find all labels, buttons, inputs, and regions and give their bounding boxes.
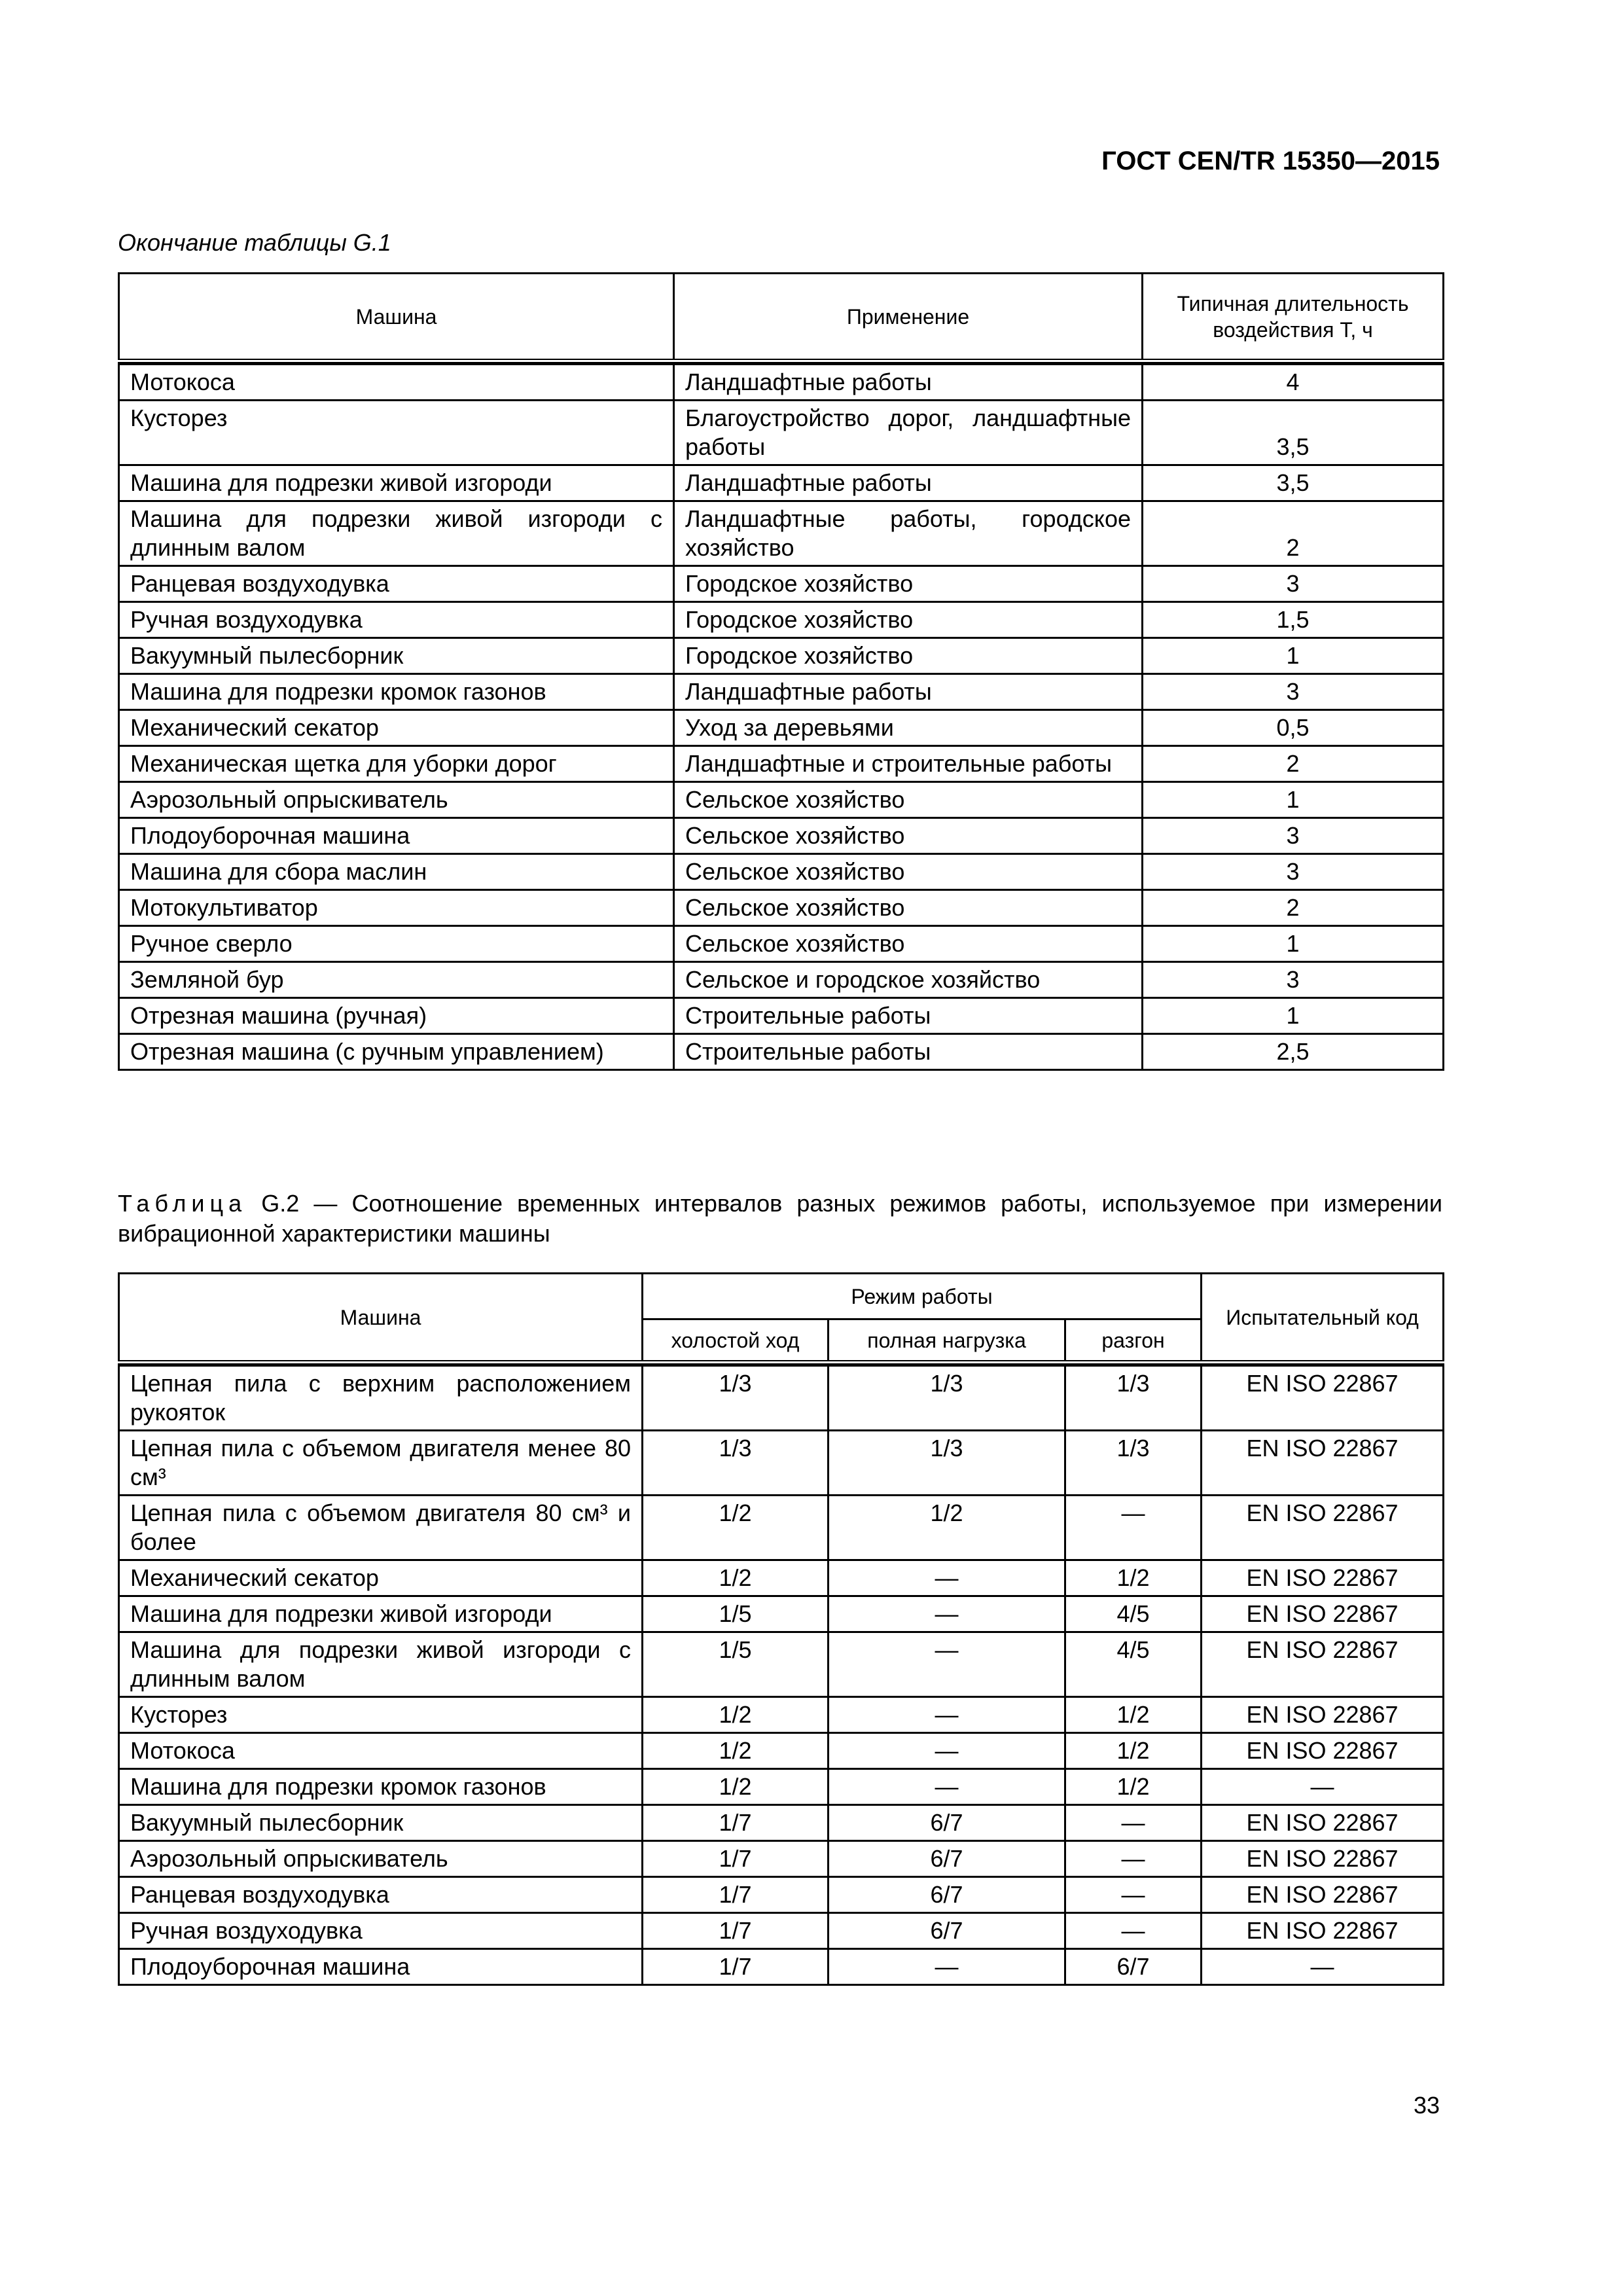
full-load-cell: 6/7 [829, 1805, 1065, 1841]
test-code-cell: EN ISO 22867 [1202, 1431, 1444, 1496]
acceleration-cell: 1/3 [1065, 1366, 1202, 1431]
full-load-cell: 1/3 [829, 1431, 1065, 1496]
idle-cell: 1/3 [643, 1366, 829, 1431]
table-row [119, 638, 1444, 674]
test-code-cell: EN ISO 22867 [1202, 1913, 1444, 1949]
table-row [119, 1560, 1444, 1596]
table-row [119, 1877, 1444, 1913]
machine-cell: Машина для подрезки живой изгороди [119, 465, 674, 501]
full-load-cell: — [829, 1949, 1065, 1985]
machine-cell: Отрезная машина (с ручным управлением) [119, 1034, 674, 1070]
table-row [119, 1913, 1444, 1949]
machine-cell: Ранцевая воздуходувка [119, 1877, 643, 1913]
table-row [119, 1949, 1444, 1985]
idle-cell: 1/7 [643, 1805, 829, 1841]
machine-cell: Вакуумный пылесборник [119, 638, 674, 674]
test-code-cell: EN ISO 22867 [1202, 1560, 1444, 1596]
test-code-cell: EN ISO 22867 [1202, 1496, 1444, 1560]
duration-cell: 1 [1143, 998, 1444, 1034]
col-header-duration: Типичная длительность воздействия T, ч [1143, 274, 1444, 361]
table-row [119, 926, 1444, 962]
test-code-cell: EN ISO 22867 [1202, 1632, 1444, 1697]
machine-cell: Машина для подрезки живой изгороди [119, 1596, 643, 1632]
application-cell: Ландшафтные работы [674, 674, 1143, 710]
machine-cell: Цепная пила с верхним расположением рукояток [119, 1366, 643, 1431]
duration-cell: 3 [1143, 674, 1444, 710]
duration-cell: 3 [1143, 566, 1444, 602]
duration-cell: 2 [1143, 890, 1444, 926]
machine-cell: Мотокоса [119, 1733, 643, 1769]
col-header-machine: Машина [119, 274, 674, 361]
machine-cell: Механическая щетка для уборки дорог [119, 746, 674, 782]
table-row [119, 1805, 1444, 1841]
col-header-application: Применение [674, 274, 1143, 361]
test-code-cell: EN ISO 22867 [1202, 1596, 1444, 1632]
application-cell: Ландшафтные работы [674, 365, 1143, 401]
machine-cell: Ранцевая воздуходувка [119, 566, 674, 602]
machine-cell: Земляной бур [119, 962, 674, 998]
table-row [119, 365, 1444, 401]
duration-cell: 4 [1143, 365, 1444, 401]
table1-body [119, 361, 1444, 1070]
table-row [119, 1496, 1444, 1560]
machine-cell: Ручная воздуходувка [119, 602, 674, 638]
duration-cell: 2,5 [1143, 1034, 1444, 1070]
table-row [119, 746, 1444, 782]
machine-cell: Механический секатор [119, 710, 674, 746]
machine-cell: Плодоуборочная машина [119, 818, 674, 854]
acceleration-cell: 1/2 [1065, 1733, 1202, 1769]
table-row [119, 465, 1444, 501]
test-code-cell: EN ISO 22867 [1202, 1733, 1444, 1769]
acceleration-cell: 1/2 [1065, 1697, 1202, 1733]
machine-cell: Машина для подрезки живой изгороди с длинным валом [119, 1632, 643, 1697]
full-load-cell: — [829, 1769, 1065, 1805]
table2-caption [118, 1189, 1442, 1249]
acceleration-cell: 4/5 [1065, 1596, 1202, 1632]
idle-cell: 1/7 [643, 1841, 829, 1877]
idle-cell: 1/5 [643, 1632, 829, 1697]
table1-caption: Окончание таблицы G.1 [118, 229, 391, 256]
test-code-cell: — [1202, 1949, 1444, 1985]
application-cell: Сельское хозяйство [674, 890, 1143, 926]
machine-cell: Машина для сбора маслин [119, 854, 674, 890]
acceleration-cell: — [1065, 1805, 1202, 1841]
machine-cell: Аэрозольный опрыскиватель [119, 782, 674, 818]
full-load-cell: — [829, 1733, 1065, 1769]
table-row [119, 962, 1444, 998]
duration-cell: 1,5 [1143, 602, 1444, 638]
table-g2 [118, 1272, 1444, 1986]
application-cell: Строительные работы [674, 1034, 1143, 1070]
machine-cell: Плодоуборочная машина [119, 1949, 643, 1985]
test-code-cell: EN ISO 22867 [1202, 1841, 1444, 1877]
test-code-cell: EN ISO 22867 [1202, 1366, 1444, 1431]
duration-cell: 3 [1143, 854, 1444, 890]
duration-cell: 1 [1143, 926, 1444, 962]
application-cell: Уход за деревьями [674, 710, 1143, 746]
acceleration-cell: — [1065, 1496, 1202, 1560]
application-cell: Ландшафтные работы [674, 465, 1143, 501]
col-header-acceleration: разгон [1065, 1319, 1202, 1363]
full-load-cell: 6/7 [829, 1913, 1065, 1949]
test-code-cell: EN ISO 22867 [1202, 1697, 1444, 1733]
table2-caption-label: Таблица [118, 1190, 247, 1217]
table-row [119, 890, 1444, 926]
table2-caption-text: G.2 — Соотношение временных интервалов разных режимов работы, используемое при измерении вибрационной характеристики машины [118, 1190, 1442, 1247]
application-cell: Сельское хозяйство [674, 818, 1143, 854]
table-row [119, 1841, 1444, 1877]
machine-cell: Кусторез [119, 1697, 643, 1733]
idle-cell: 1/7 [643, 1949, 829, 1985]
page-number: 33 [1413, 2092, 1440, 2119]
full-load-cell: 1/2 [829, 1496, 1065, 1560]
table-g1 [118, 272, 1444, 1071]
acceleration-cell: — [1065, 1913, 1202, 1949]
duration-cell: 2 [1143, 746, 1444, 782]
machine-cell: Машина для подрезки кромок газонов [119, 674, 674, 710]
idle-cell: 1/2 [643, 1697, 829, 1733]
machine-cell: Мотокоса [119, 365, 674, 401]
acceleration-cell: 1/3 [1065, 1431, 1202, 1496]
table-row [119, 602, 1444, 638]
table-row [119, 1733, 1444, 1769]
machine-cell: Ручное сверло [119, 926, 674, 962]
acceleration-cell: — [1065, 1877, 1202, 1913]
table-row [119, 998, 1444, 1034]
duration-cell: 3 [1143, 962, 1444, 998]
application-cell: Благоустройство дорог, ландшафтные работы [674, 401, 1143, 465]
application-cell: Ландшафтные и строительные работы [674, 746, 1143, 782]
machine-cell: Аэрозольный опрыскиватель [119, 1841, 643, 1877]
table-row [119, 1034, 1444, 1070]
idle-cell: 1/2 [643, 1560, 829, 1596]
duration-cell: 2 [1143, 501, 1444, 566]
table-row [119, 1632, 1444, 1697]
machine-cell: Механический секатор [119, 1560, 643, 1596]
application-cell: Городское хозяйство [674, 602, 1143, 638]
acceleration-cell: — [1065, 1841, 1202, 1877]
table-row [119, 1697, 1444, 1733]
duration-cell: 1 [1143, 782, 1444, 818]
acceleration-cell: 1/2 [1065, 1560, 1202, 1596]
full-load-cell: 1/3 [829, 1366, 1065, 1431]
test-code-cell: EN ISO 22867 [1202, 1805, 1444, 1841]
table-row [119, 1366, 1444, 1431]
acceleration-cell: 4/5 [1065, 1632, 1202, 1697]
test-code-cell: — [1202, 1769, 1444, 1805]
idle-cell: 1/2 [643, 1496, 829, 1560]
duration-cell: 3 [1143, 818, 1444, 854]
machine-cell: Цепная пила с объемом двигателя менее 80 см³ [119, 1431, 643, 1496]
table-row [119, 1769, 1444, 1805]
full-load-cell: — [829, 1560, 1065, 1596]
idle-cell: 1/2 [643, 1769, 829, 1805]
duration-cell: 3,5 [1143, 401, 1444, 465]
col-header-full-load: полная нагрузка [829, 1319, 1065, 1363]
table-row [119, 674, 1444, 710]
machine-cell: Мотокультиватор [119, 890, 674, 926]
application-cell: Ландшафтные работы, городское хозяйство [674, 501, 1143, 566]
machine-cell: Машина для подрезки кромок газонов [119, 1769, 643, 1805]
application-cell: Городское хозяйство [674, 566, 1143, 602]
table-row [119, 782, 1444, 818]
col-header-machine: Машина [119, 1274, 643, 1363]
full-load-cell: — [829, 1632, 1065, 1697]
idle-cell: 1/7 [643, 1877, 829, 1913]
application-cell: Сельское хозяйство [674, 854, 1143, 890]
full-load-cell: 6/7 [829, 1877, 1065, 1913]
full-load-cell: — [829, 1596, 1065, 1632]
machine-cell: Кусторез [119, 401, 674, 465]
table-row [119, 566, 1444, 602]
col-header-idle: холостой ход [643, 1319, 829, 1363]
full-load-cell: 6/7 [829, 1841, 1065, 1877]
duration-cell: 3,5 [1143, 465, 1444, 501]
table-row [119, 854, 1444, 890]
table-row [119, 1431, 1444, 1496]
application-cell: Сельское хозяйство [674, 926, 1143, 962]
table-row [119, 1596, 1444, 1632]
table-row [119, 401, 1444, 465]
duration-cell: 0,5 [1143, 710, 1444, 746]
application-cell: Сельское хозяйство [674, 782, 1143, 818]
machine-cell: Ручная воздуходувка [119, 1913, 643, 1949]
table-row [119, 501, 1444, 566]
table2-body [119, 1363, 1444, 1985]
acceleration-cell: 1/2 [1065, 1769, 1202, 1805]
acceleration-cell: 6/7 [1065, 1949, 1202, 1985]
machine-cell: Цепная пила с объемом двигателя 80 см³ и более [119, 1496, 643, 1560]
col-header-mode: Режим работы [643, 1274, 1202, 1319]
table-row [119, 710, 1444, 746]
document-code: ГОСТ CEN/TR 15350—2015 [1101, 147, 1440, 175]
col-header-test-code: Испытательный код [1202, 1274, 1444, 1363]
table-row [119, 818, 1444, 854]
application-cell: Строительные работы [674, 998, 1143, 1034]
test-code-cell: EN ISO 22867 [1202, 1877, 1444, 1913]
machine-cell: Машина для подрезки живой изгороди с длинным валом [119, 501, 674, 566]
duration-cell: 1 [1143, 638, 1444, 674]
machine-cell: Вакуумный пылесборник [119, 1805, 643, 1841]
application-cell: Городское хозяйство [674, 638, 1143, 674]
idle-cell: 1/2 [643, 1733, 829, 1769]
idle-cell: 1/5 [643, 1596, 829, 1632]
application-cell: Сельское и городское хозяйство [674, 962, 1143, 998]
machine-cell: Отрезная машина (ручная) [119, 998, 674, 1034]
idle-cell: 1/3 [643, 1431, 829, 1496]
full-load-cell: — [829, 1697, 1065, 1733]
idle-cell: 1/7 [643, 1913, 829, 1949]
